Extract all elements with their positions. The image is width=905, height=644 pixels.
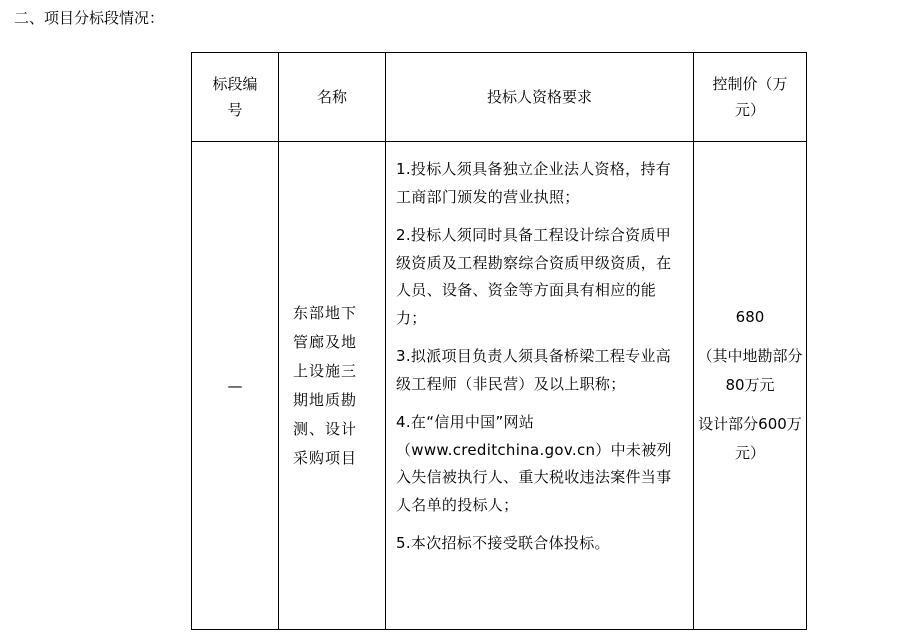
control-price: 680: [735, 308, 765, 326]
bid-sections-table: [191, 52, 807, 630]
table-row: [192, 142, 807, 630]
section-no-cell: [192, 142, 279, 630]
table-header-row: [192, 53, 807, 142]
requirements-cell: [386, 142, 694, 630]
section-heading: 二、项目分标段情况：: [14, 9, 165, 27]
requirement-item: 4.在“信用中国”网站（www.creditchina.gov.cn）中未被列入失信被执行人、重大税收违法案件当事人名单的投标人；: [396, 413, 672, 514]
requirement-item: 2.投标人须同时具备工程设计综合资质甲级资质及工程勘察综合资质甲级资质，在人员、设备、资金等方面具有相应的能力；: [396, 226, 672, 327]
header-price: 控制价（万元）: [694, 53, 807, 142]
requirement-item: 3.拟派项目负责人须具备桥梁工程专业高级工程师（非民营）及以上职称；: [396, 347, 672, 393]
project-name: 东部地下管廊及地上设施三期地质勘测、设计采购项目: [293, 303, 358, 467]
price-note-design: 设计部分600万元）: [698, 415, 802, 462]
requirement-item: 1.投标人须具备独立企业法人资格，持有工商部门颁发的营业执照；: [396, 160, 672, 206]
header-section-no: 标段编号: [192, 53, 279, 142]
requirement-item: 5.本次招标不接受联合体投标。: [396, 534, 610, 552]
section-no-value: —: [227, 376, 243, 395]
header-name: 名称: [279, 53, 386, 142]
price-cell: [694, 142, 807, 630]
header-requirements: 投标人资格要求: [386, 53, 694, 142]
project-name-cell: [279, 142, 386, 630]
price-note-survey: （其中地勘部分80万元: [697, 347, 803, 394]
